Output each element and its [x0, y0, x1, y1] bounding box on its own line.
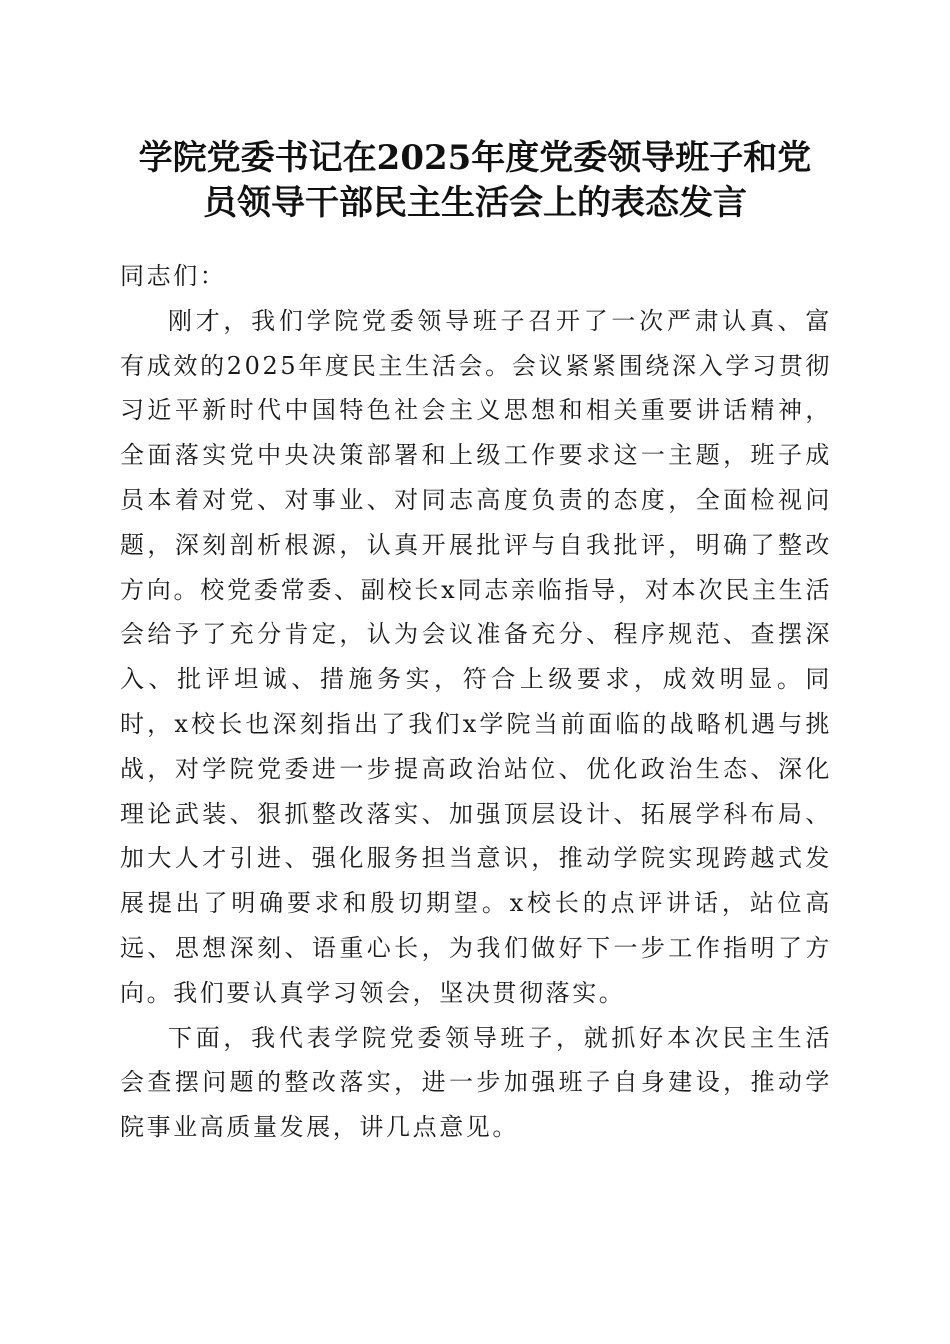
body-paragraph-2: 下面，我代表学院党委领导班子，就抓好本次民主生活会查摆问题的整改落实，进一步加强班子自身建设，推动学院事业高质量发展，讲几点意见。 [120, 1023, 832, 1142]
title-line-2: 员领导干部民主生活会上的表态发言 [203, 183, 747, 223]
title-line-1: 学院党委书记在2025年度党委领导班子和党 [138, 138, 812, 178]
body-paragraph-1: 刚才，我们学院党委领导班子召开了一次严肃认真、富有成效的2025年度民主生活会。会议紧紧围绕深入学习贯彻习近平新时代中国特色社会主义思想和相关重要讲话精神，全面落实党中央决策部署和上级工作要求这一主题，班子成员本着对党、对事业、对同志高度负责的态度，全面检视问题，深刻剖析根源，认真开展批评与自我批评，明确了整改方向。校党委常委、副校长x同志亲临指导，对本次民主生活会给予了充分肯定，认为会议准备充分、程序规范、查摆深入、批评坦诚、措施务实，符合上级要求，成效明显。同时，x校长也深刻指出了我们x学院当前面临的战略机遇与挑战，对学院党委进一步提高政治站位、优化政治生态、深化理论武装、狠抓整改落实、加强顶层设计、拓展学科布局、加大人才引进、强化服务担当意识，推动学院实现跨越式发展提出了明确要求和殷切期望。x校长的点评讲话，站位高远、思想深刻、语重心长，为我们做好下一步工作指明了方向。我们要认真学习领会，坚决贯彻落实。 [120, 306, 832, 1007]
document-title [100, 136, 850, 226]
salutation: 同志们： [120, 262, 227, 290]
document-body [120, 254, 832, 1150]
